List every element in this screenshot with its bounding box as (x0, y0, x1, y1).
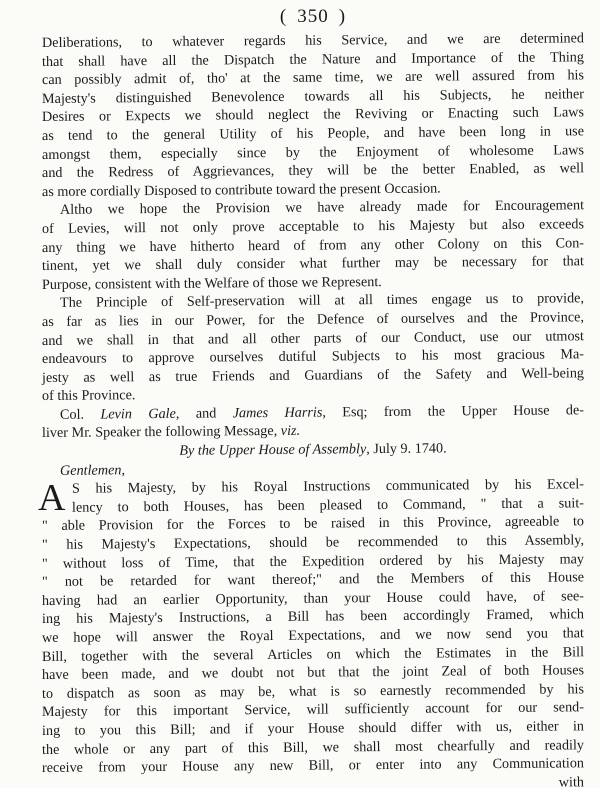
text-line: Altho we hope the Provision we have already made for Encouragement (59, 197, 585, 219)
text-line: any thing we have hitherto heard of from any other Colony on this Con- (41, 234, 585, 256)
text-line: of this Province. (41, 387, 136, 405)
text-line: Bill, together with the several Articles on which the Estimates in the Bill (41, 643, 585, 665)
messengers-text: , Esq; from the Upper House de- (322, 402, 585, 421)
name-levin-gale: Levin Gale (100, 405, 176, 423)
text-line: to dispatch as soon as may be, what is so earnestly recommended by his (41, 681, 585, 702)
text-line: we hope will answer the Royal Expectations, and we now send you that (41, 625, 585, 646)
text-line: Majesty for this important Service, will sufficiently account for our send- (41, 699, 585, 721)
text-line: as tend to the general Utility of his People, and have been long in use (41, 123, 585, 144)
text-line: and we shall in that and all other parts of our Conduct, use our utmost (41, 327, 585, 349)
catchword: with (558, 774, 585, 791)
text-line: jesty as well as true Friends and Guardians of the Safety and Well-being (41, 364, 585, 386)
text-line: Deliberations, to whatever regards his Service, and we are determined (41, 30, 585, 51)
text-line: " able Provision for the Forces to be raised in this Province, agreeable to (41, 513, 585, 535)
page-number: 350 (297, 6, 329, 27)
text-line: " not be retarded for want thereof;" and the Members of this House (41, 569, 585, 591)
salutation: Gentlemen, (59, 461, 126, 479)
text-line: receive from your House any new Bill, or enter into any Communication (41, 755, 585, 777)
text-line: have been made, and we doubt not but that the joint Zeal of both Houses (41, 662, 585, 684)
paragraph-1 (41, 30, 585, 201)
text-line: ing his Majesty's Instructions, a Bill has been accordingly Framed, which (41, 606, 585, 628)
text-line: as far as lies in our Power, for the Defence of ourselves and the Province, (41, 309, 585, 330)
heading-text: By the Upper House of Assembly (179, 441, 367, 459)
text-line: tinent, yet we shall duly consider what further may be necessary for that (41, 253, 585, 275)
text-line: Purpose, consistent with the Welfare of those we Represent. (41, 273, 382, 293)
text-line: endeavours to approve ourselves dutiful Subjects to his most gracious Ma- (41, 346, 585, 368)
name-james-harris: James Harris (232, 404, 323, 422)
text-line: amongst them, especially since by the Enjoyment of wholesome Laws (41, 141, 585, 163)
drop-cap: A (38, 477, 66, 520)
paren-close: ) (338, 6, 347, 27)
text-line: " without loss of Time, that the Expedition ordered by his Majesty may (41, 550, 585, 572)
text-line: can possibly admit of, tho' at the same time, we are well assured from his (41, 67, 585, 89)
paren-open: ( (279, 6, 288, 27)
heading-date: , July 9. 1740. (366, 440, 447, 458)
text-line: The Principle of Self-preservation will at all times engage us to provide, (59, 290, 585, 312)
text-line: the whole or any part of this Bill, we shall most chearfully and readily (41, 736, 585, 758)
text-line: as more cordially Disposed to contribute toward the present Occasion. (41, 180, 441, 200)
text-line: of Levies, will not only prove acceptable to his Majesty but also exceeds (41, 216, 585, 237)
messengers-paragraph (41, 402, 585, 443)
and-text: , and (175, 405, 217, 422)
col-label: Col. (59, 406, 85, 423)
text-line: lency to both Houses, has been pleased to Command, " that a suit- (71, 495, 585, 516)
text-line: having had an earlier Opportunity, than your House could have, of see- (41, 588, 585, 609)
text-line: Majesty's distinguished Benevolence towards all his Subjects, he neither (41, 86, 585, 107)
text-line: and the Redress of Aggrievances, they will be the better Enabled, as well (41, 160, 585, 182)
paragraph-3 (41, 290, 585, 406)
text-line: ing to you this Bill; and if your House should differ with us, either in (41, 718, 585, 739)
messengers-text-2: liver Mr. Speaker the following Message, (41, 423, 281, 442)
page-header (42, 0, 584, 34)
text-line: S his Majesty, by his Royal Instructions communicated by his Excel- (71, 476, 585, 497)
viz-text: viz. (280, 423, 301, 440)
message-body (38, 476, 585, 796)
text-line: " his Majesty's Expectations, should be recommended to this Assembly, (41, 532, 585, 554)
paragraph-2 (41, 197, 585, 294)
text-line: that shall have all the Dispatch the Nature and Importance of the Thing (41, 48, 585, 70)
text-line: Desires or Expects we should neglect the Reviving or Enacting such Laws (41, 104, 585, 126)
